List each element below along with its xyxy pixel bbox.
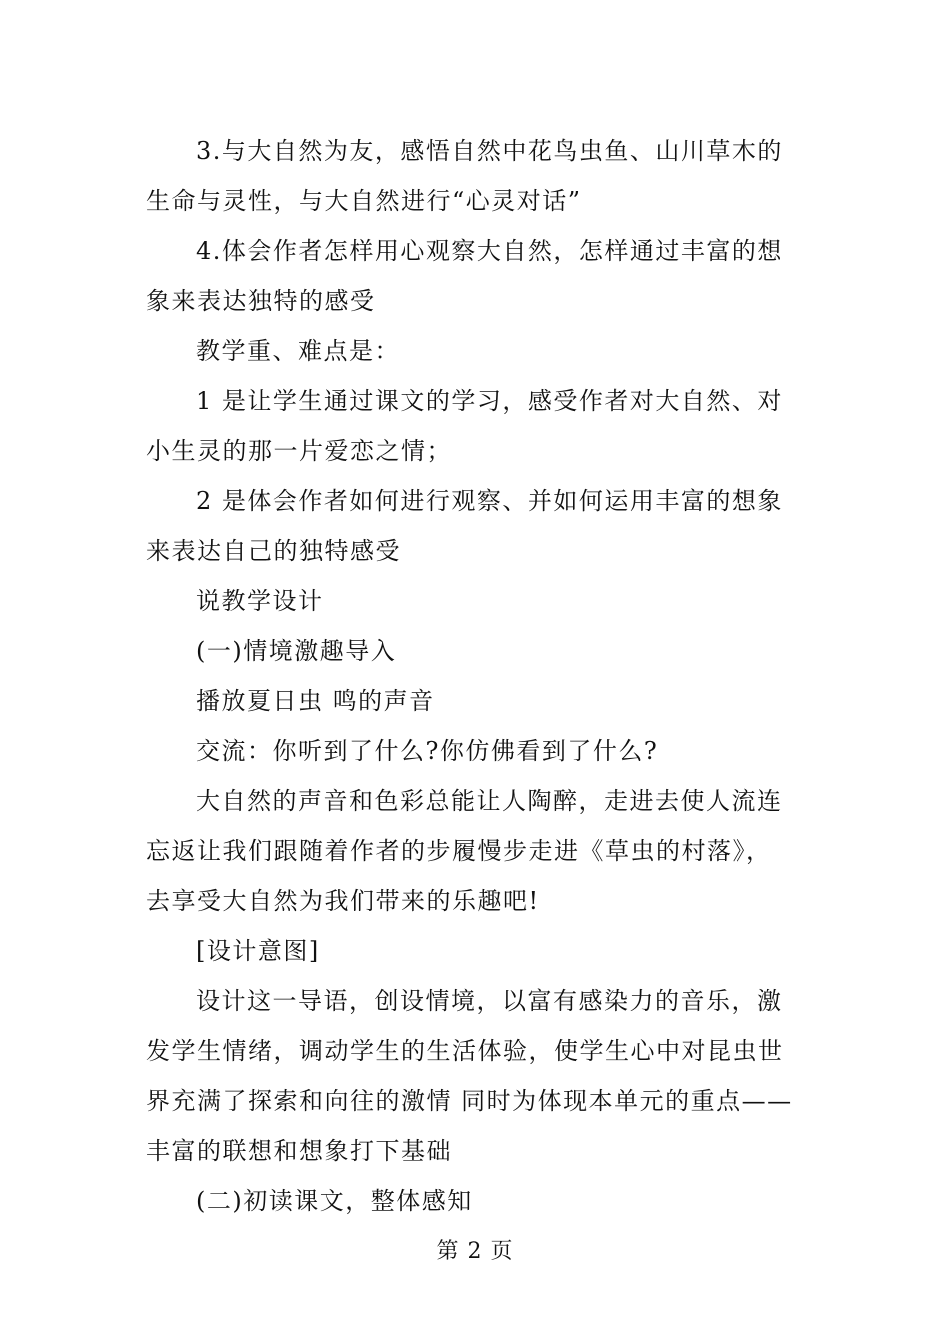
page-number: 第 2 页 [436,1239,514,1264]
text-line: 忘返让我们跟随着作者的步履慢步走进《草虫的村落》， [146,837,772,865]
text-line: 2 是体会作者如何进行观察、并如何运用丰富的想象 [196,487,783,515]
section-heading: 说教学设计 [196,587,324,615]
text-line: 象来表达独特的感受 [146,287,376,315]
text-line: 交流：你听到了什么?你仿佛看到了什么? [196,737,659,765]
text-line: 发学生情绪，调动学生的生活体验，使学生心中对昆虫世 [146,1037,784,1065]
text-line: 设计这一导语，创设情境，以富有感染力的音乐，激 [196,987,783,1015]
text-line: 大自然的声音和色彩总能让人陶醉，走进去使人流连 [196,787,783,815]
section-heading: [设计意图] [196,937,320,965]
section-heading: 教学重、难点是： [196,337,400,365]
text-line: 生命与灵性，与大自然进行“心灵对话” [146,187,582,215]
text-line: 来表达自己的独特感受 [146,537,401,565]
text-line: 播放夏日虫 鸣的声音 [196,687,435,715]
text-line: 界充满了探索和向往的激情 同时为体现本单元的重点—— [146,1087,793,1115]
text-line: 4.体会作者怎样用心观察大自然，怎样通过丰富的想 [196,237,783,265]
text-line: 去享受大自然为我们带来的乐趣吧! [146,887,540,915]
section-heading: (一)情境激趣导入 [196,637,397,665]
text-line: 3.与大自然为友，感悟自然中花鸟虫鱼、山川草木的 [196,137,783,165]
text-line: 丰富的联想和想象打下基础 [146,1137,452,1165]
section-heading: (二)初读课文，整体感知 [196,1187,473,1215]
text-line: 小生灵的那一片爱恋之情； [146,437,452,465]
text-line: 1 是让学生通过课文的学习，感受作者对大自然、对 [196,387,783,415]
